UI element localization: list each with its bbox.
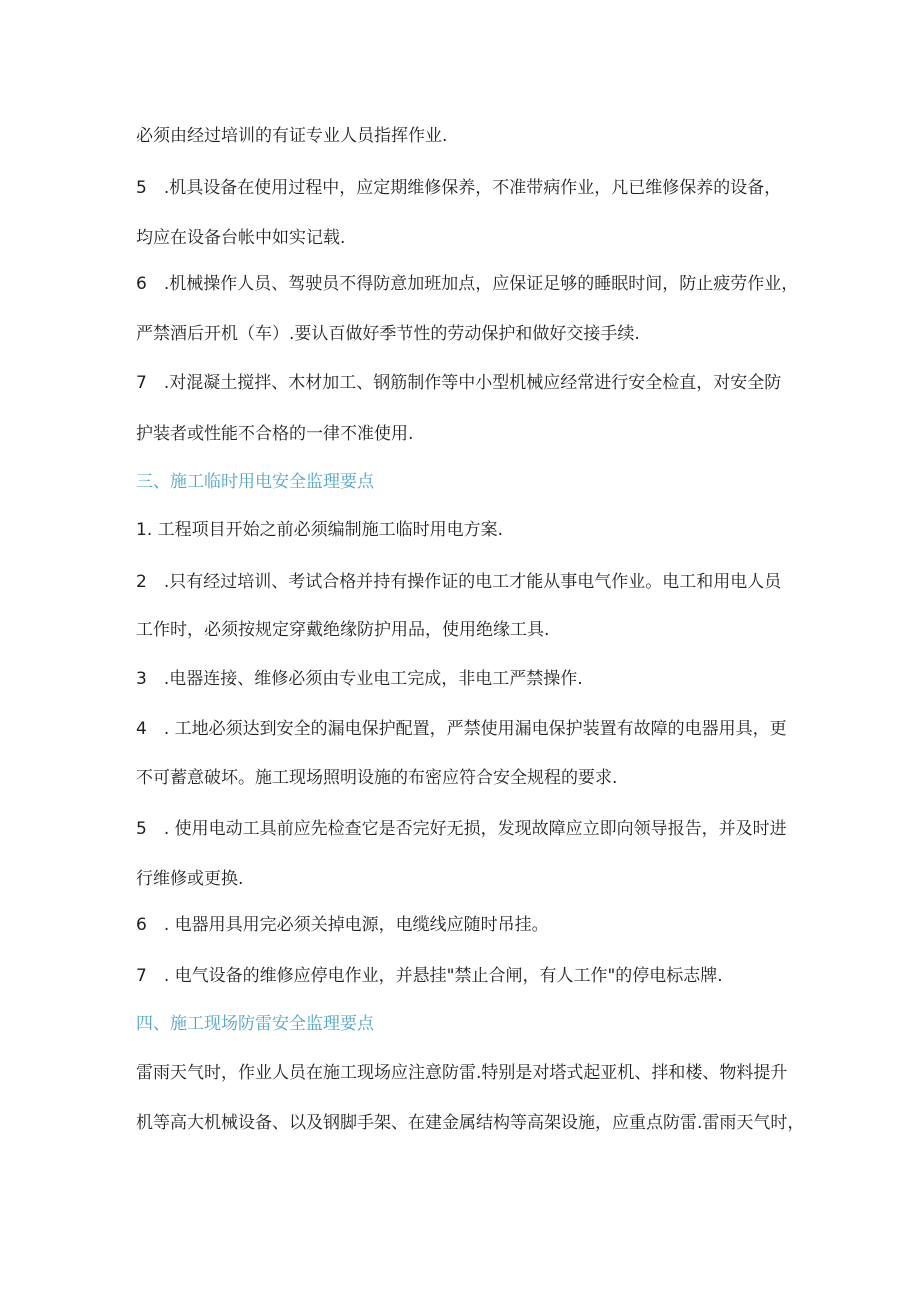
text-line: 严禁酒后开机（车）.要认百做好季节性的劳动保护和做好交接手续.	[136, 324, 640, 344]
list-item: 5 .机具设备在使用过程中，应定期维修保养，不准带病作业，凡已维修保养的设备，	[136, 178, 782, 198]
text-line: 必须由经过培训的有证专业人员指挥作业.	[136, 126, 448, 146]
list-item: 2 .只有经过培训、考试合格并持有操作证的电工才能从事电气作业。电工和用电人员	[136, 572, 782, 592]
list-item: 1. 工程项目开始之前必须编制施工临时用电方案.	[136, 520, 504, 540]
section-heading: 四、施工现场防雷安全监理要点	[136, 1014, 374, 1034]
list-item: 4 . 工地必须达到安全的漏电保护配置，严禁使用漏电保护装置有故障的电器用具，更	[136, 719, 787, 739]
list-item: 7 . 电气设备的维修应停电作业，并悬挂"禁止合闸，有人工作"的停电标志牌.	[136, 966, 723, 986]
text-line: 均应在设备台帐中如实记载.	[136, 228, 346, 248]
list-item: 7 .对混凝土搅拌、木材加工、钢筋制作等中小型机械应经常进行安全检直，对安全防	[136, 373, 782, 393]
list-item: 5 . 使用电动工具前应先检查它是否完好无损，发现故障应立即向领导报告，并及时进	[136, 819, 787, 839]
list-item: 3 .电器连接、维修必须由专业电工完成，非电工严禁操作.	[136, 669, 583, 689]
text-line: 雷雨天气时，作业人员在施工现场应注意防雷.特别是对塔式起亚机、拌和楼、物料提升	[136, 1063, 788, 1083]
text-line: 工作时，必须按规定穿戴绝缘防护用品，使用绝缘工具.	[136, 620, 550, 640]
text-line: 机等高大机械设备、以及钢脚手架、在建金属结构等高架设施，应重点防雷.雷雨天气时，	[136, 1113, 805, 1133]
text-line: 护装者或性能不合格的一律不准使用.	[136, 424, 414, 444]
list-item: 6 . 电器用具用完必须关掉电源，电缆线应随时吊挂。	[136, 915, 549, 935]
list-item: 6 .机械操作人员、驾驶员不得防意加班加点，应保证足够的睡眠时间，防止疲劳作业，	[136, 274, 799, 294]
text-line: 不可蓄意破坏。施工现场照明设施的布密应符合安全规程的要求.	[136, 768, 618, 788]
section-heading: 三、施工临时用电安全监理要点	[136, 472, 374, 492]
text-line: 行维修或更换.	[136, 869, 244, 889]
